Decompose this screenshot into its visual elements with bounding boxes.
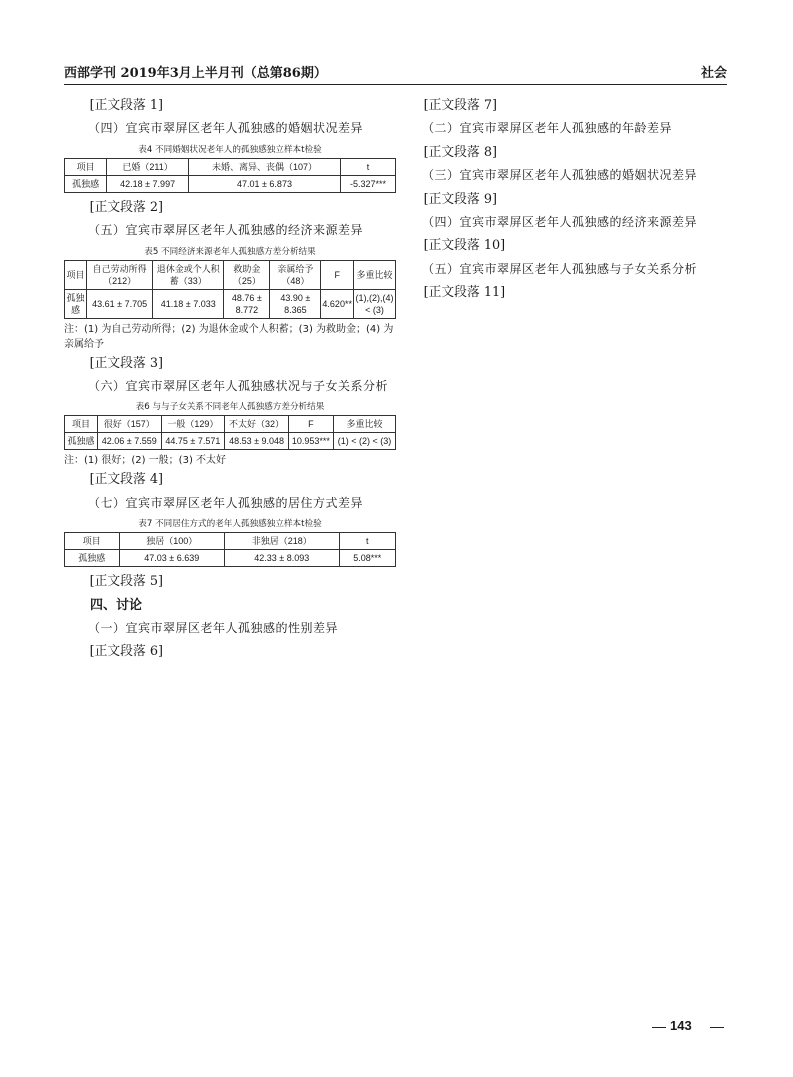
table-cell: 退休金或个人积蓄（33）: [153, 260, 224, 289]
table-cell: 多重比较: [333, 416, 395, 433]
body-paragraph: [正文段落 8]: [423, 144, 497, 160]
table-row: [65, 433, 396, 450]
table-cell: 44.75 ± 7.571: [161, 433, 225, 450]
table-cell: 独居（100）: [119, 533, 224, 550]
table-caption: 表6 与与子女关系不同老年人孤独感方差分析结果: [135, 402, 325, 413]
table-cell: t: [341, 158, 396, 175]
table-cell: 项目: [65, 260, 87, 289]
table-cell: 47.01 ± 6.873: [188, 175, 340, 192]
table-caption: 表4 不同婚姻状况老年人的孤独感独立样本t检验: [138, 144, 322, 155]
table-cell: 42.33 ± 8.093: [224, 550, 339, 567]
body-paragraph: [正文段落 6]: [89, 644, 163, 660]
table-5: [64, 260, 396, 319]
table-caption: 表5 不同经济来源老年人孤独感方差分析结果: [144, 246, 316, 257]
table-cell: 很好（157）: [97, 416, 161, 433]
table-cell: 42.18 ± 7.997: [107, 175, 189, 192]
table-note: 注：(1) 为自己劳动所得；(2) 为退休金或个人积蓄；(3) 为救助金；(4) 为亲属给予: [64, 323, 394, 350]
table-row: [65, 550, 396, 567]
table-cell: 41.18 ± 7.033: [153, 289, 224, 318]
table-cell: 孤独感: [65, 175, 107, 192]
table-caption: 表7 不同居住方式的老年人孤独感独立样本t检验: [138, 519, 322, 530]
table-cell: (1),(2),(4) < (3): [353, 289, 395, 318]
right-column: [398, 94, 730, 305]
table-header-row: [65, 416, 396, 433]
table-note: 注：(1) 很好；(2) 一般；(3) 不太好: [64, 455, 227, 467]
running-header: [64, 62, 727, 82]
table-cell: 项目: [65, 416, 98, 433]
table-cell: 43.90 ± 8.365: [270, 289, 321, 318]
table-cell: 自己劳动所得（212）: [87, 260, 153, 289]
section-heading: （七）宜宾市翠屏区老年人孤独感的居住方式差异: [88, 495, 364, 510]
section-name: 社会: [700, 66, 727, 81]
section-heading: （五）宜宾市翠屏区老年人孤独感与子女关系分析: [422, 261, 698, 276]
body-paragraph: [正文段落 1]: [89, 98, 163, 113]
table-cell: 亲属给予（48）: [270, 260, 321, 289]
major-heading: 四、讨论: [90, 597, 143, 613]
table-cell: 多重比较: [353, 260, 395, 289]
table-cell: F: [321, 260, 354, 289]
body-paragraph: [正文段落 11]: [423, 285, 506, 301]
journal-issue: 西部学刊 2019年3月上半月刊（总第86期）: [64, 66, 327, 81]
table-cell: -5.327***: [341, 175, 396, 192]
section-heading: （一）宜宾市翠屏区老年人孤独感的性别差异: [88, 621, 339, 636]
table-cell: 项目: [65, 533, 120, 550]
body-paragraph: [正文段落 9]: [423, 191, 497, 207]
table-cell: 已婚（211）: [107, 158, 189, 175]
footer-rule: [652, 1027, 666, 1028]
body-paragraph: [正文段落 5]: [89, 574, 163, 590]
section-heading: （三）宜宾市翠屏区老年人孤独感的婚姻状况差异: [422, 168, 698, 183]
table-row: [65, 175, 396, 192]
table-cell: 非独居（218）: [224, 533, 339, 550]
table-7: [64, 532, 396, 567]
table-cell: 孤独感: [65, 433, 98, 450]
table-cell: 48.53 ± 9.048: [225, 433, 289, 450]
body-paragraph: [正文段落 4]: [89, 472, 163, 488]
table-cell: 未婚、离异、丧偶（107）: [188, 158, 340, 175]
body-paragraph: [正文段落 7]: [423, 98, 497, 113]
table-cell: t: [339, 533, 395, 550]
body-paragraph: [正文段落 3]: [89, 355, 163, 371]
table-cell: 一般（129）: [161, 416, 225, 433]
table-header-row: [65, 533, 396, 550]
section-heading: （二）宜宾市翠屏区老年人孤独感的年龄差异: [422, 121, 673, 136]
table-6: [64, 415, 396, 450]
table-cell: 项目: [65, 158, 107, 175]
body-paragraph: [正文段落 2]: [89, 199, 163, 215]
left-column: [64, 94, 396, 664]
table-cell: 孤独感: [65, 550, 120, 567]
table-cell: 42.06 ± 7.559: [97, 433, 161, 450]
section-heading: （六）宜宾市翠屏区老年人孤独感状况与子女关系分析: [88, 379, 389, 394]
table-cell: 救助金（25）: [224, 260, 270, 289]
section-heading: （五）宜宾市翠屏区老年人孤独感的经济来源差异: [88, 223, 364, 238]
header-rule: [64, 84, 727, 85]
table-4: [64, 158, 396, 193]
footer-rule: [710, 1027, 724, 1028]
table-header-row: [65, 260, 396, 289]
table-header-row: [65, 158, 396, 175]
table-cell: 47.03 ± 6.639: [119, 550, 224, 567]
section-heading: （四）宜宾市翠屏区老年人孤独感的婚姻状况差异: [88, 121, 364, 136]
page-number: 143: [670, 1018, 692, 1033]
table-cell: 10.953***: [288, 433, 333, 450]
table-cell: (1) < (2) < (3): [333, 433, 395, 450]
table-cell: 5.08***: [339, 550, 395, 567]
table-cell: 48.76 ± 8.772: [224, 289, 270, 318]
table-cell: 不太好（32）: [225, 416, 289, 433]
section-heading: （四）宜宾市翠屏区老年人孤独感的经济来源差异: [422, 215, 698, 230]
table-cell: 孤独感: [65, 289, 87, 318]
table-row: [65, 289, 396, 318]
table-cell: 43.61 ± 7.705: [87, 289, 153, 318]
body-paragraph: [正文段落 10]: [423, 238, 506, 254]
table-cell: 4.620**: [321, 289, 354, 318]
table-cell: F: [288, 416, 333, 433]
